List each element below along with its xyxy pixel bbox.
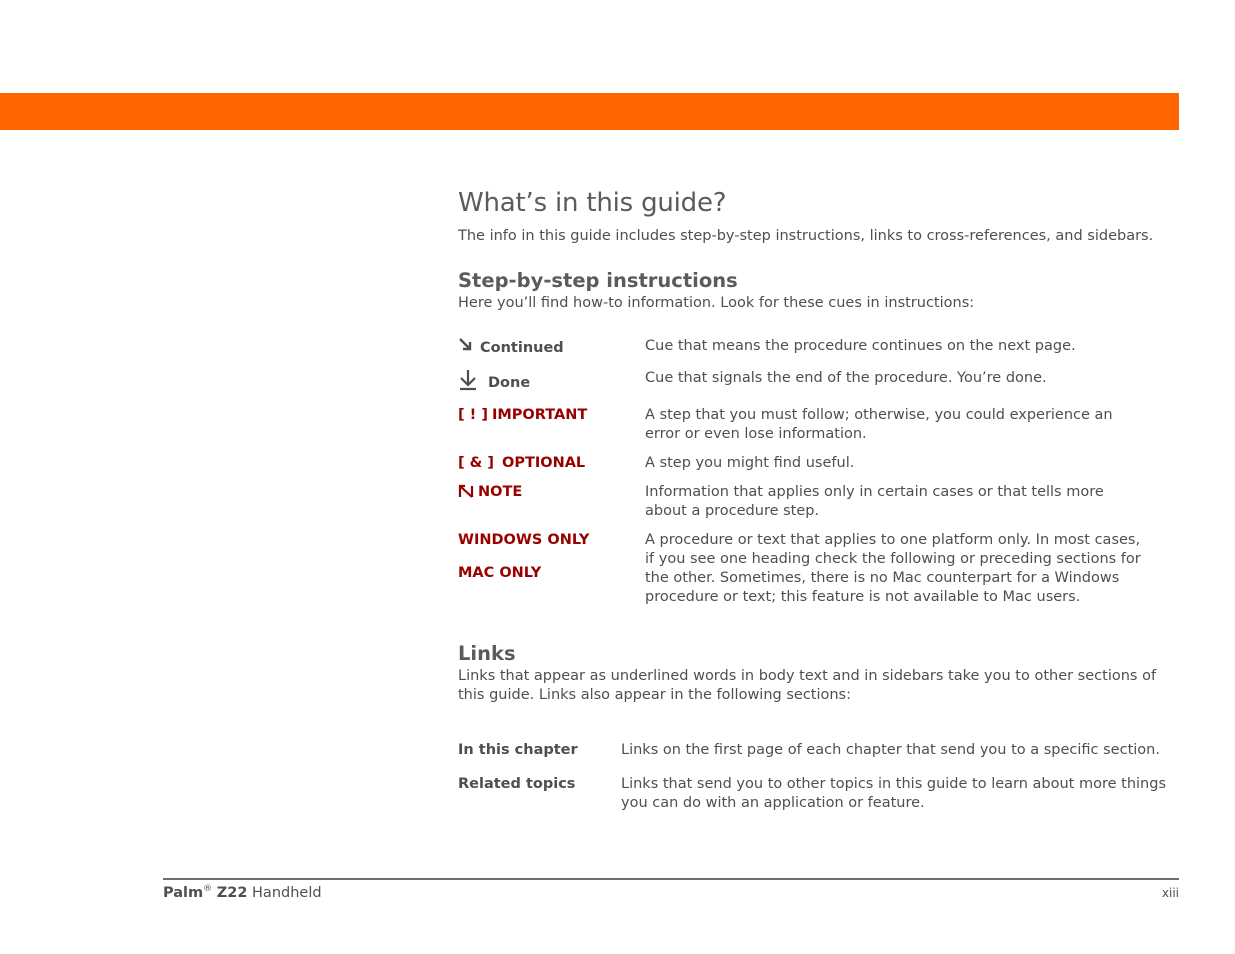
cue-desc: A step you might find useful. [645,455,855,471]
footer-rule [163,878,1179,880]
links-table [458,741,1168,813]
footer-reg: ® [203,884,213,894]
cue-desc: A procedure or text that applies to one platform only. In most cases, if you see one heading check the following or preceding sections for the other. Sometimes, there is no Mac counterpart for a Windows procedure or text; this feature is not available to Mac users. [645,532,1141,605]
cue-desc: Information that applies only in certain cases or that tells more about a procedure step. [645,484,1104,519]
links-term: In this chapter [458,742,578,758]
cue-important [458,406,1168,444]
optional-bracket-icon: [ & ] [458,455,494,471]
links-row-related [458,775,1168,813]
links-desc: Links that send you to other topics in this guide to learn about more things you can do with an application or feature. [621,776,1166,811]
cue-platform [458,531,1168,607]
steps-intro: Here you’ll find how-to information. Look for these cues in instructions: [458,295,975,311]
cue-label-windows: WINDOWS ONLY [458,532,590,548]
cue-optional [458,454,1168,473]
cue-label: Continued [480,339,564,356]
footer-brand: Palm [163,885,204,901]
header-bar [0,93,1179,130]
cue-label: IMPORTANT [491,407,588,423]
main-content [458,184,1168,813]
footer-product [163,884,322,901]
cue-label-mac: MAC ONLY [458,565,542,581]
done-arrow-icon [458,369,478,397]
page-intro: The info in this guide includes step-by-step instructions, links to cross-references, and sidebars. [458,228,1154,244]
cue-desc: Cue that signals the end of the procedure. You’re done. [645,370,1047,386]
links-heading: Links [458,642,516,665]
cue-label: Done [488,374,531,391]
cue-done [458,369,1168,397]
steps-heading: Step-by-step instructions [458,269,738,292]
links-intro: Links that appear as underlined words in body text and in sidebars take you to other sections of this guide. Links also appear in the following sections: [458,668,1157,703]
links-desc: Links on the first page of each chapter that send you to a specific section. [621,742,1160,758]
cue-continued [458,337,1168,359]
important-bracket-icon: [ ! ] [458,407,488,423]
cue-label: NOTE [478,484,523,500]
links-term: Related topics [458,776,576,792]
links-row-chapter [458,741,1168,760]
footer-model: Z22 [216,885,248,901]
note-icon [458,483,474,505]
cue-label: OPTIONAL [502,455,586,471]
cue-list [458,337,1168,607]
cue-desc: Cue that means the procedure continues on the next page. [645,338,1076,354]
footer-product-name: Handheld [252,885,322,901]
cue-note [458,483,1168,521]
continued-arrow-icon [458,337,474,359]
page-number: xiii [1161,886,1179,900]
cue-desc: A step that you must follow; otherwise, you could experience an error or even lose information. [645,407,1113,442]
page-title: What’s in this guide? [458,188,727,218]
